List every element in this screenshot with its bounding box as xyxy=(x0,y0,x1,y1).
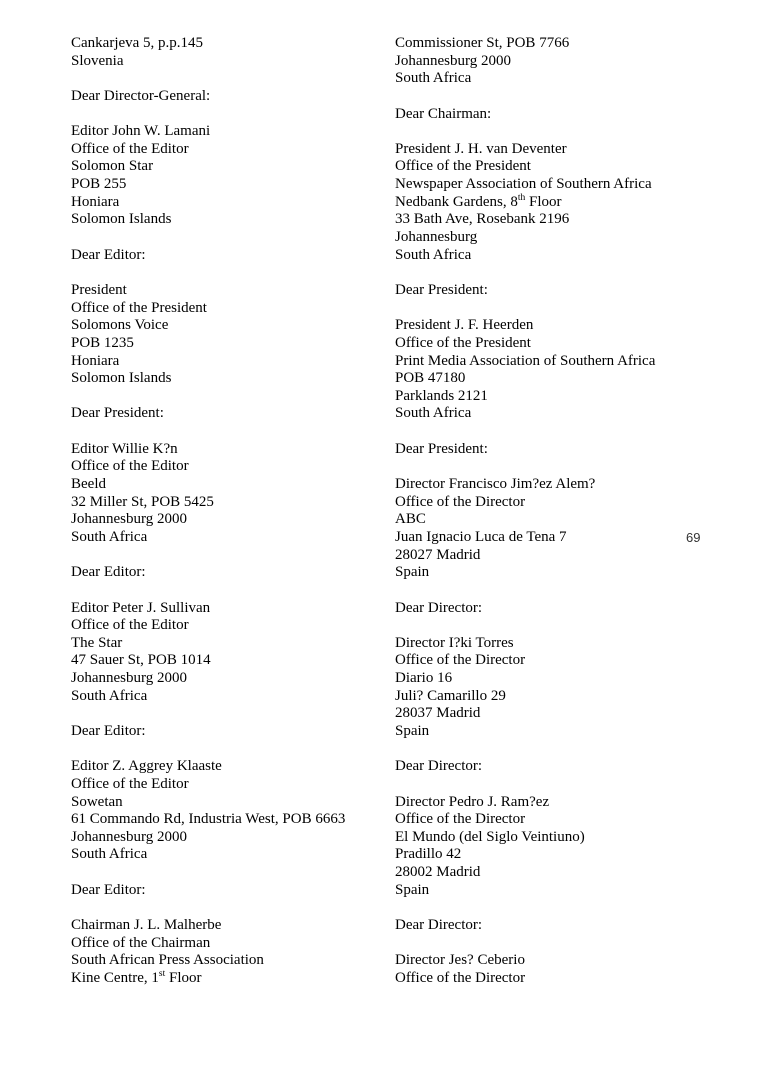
text-line: 33 Bath Ave, Rosebank 2196 xyxy=(395,211,570,228)
text-line: Office of the Editor xyxy=(71,140,189,157)
text-line: Office of the Chairman xyxy=(71,934,211,951)
text-line: 32 Miller St, POB 5425 xyxy=(71,493,214,510)
blank-line xyxy=(71,264,416,282)
text-line: Dear Director: xyxy=(395,599,483,616)
text-line: South Africa xyxy=(71,846,148,863)
text-line: Office of the Editor xyxy=(71,617,189,634)
text-line: Chairman J. L. Malherbe xyxy=(71,917,222,934)
address-list-left-column xyxy=(71,35,416,988)
text-line: President J. F. Heerden xyxy=(395,317,534,334)
text-line: Editor Willie K?n xyxy=(71,440,178,457)
blank-line xyxy=(71,106,416,124)
text-line: President J. H. van Deventer xyxy=(395,140,567,157)
text-line: Director Pedro J. Ram?ez xyxy=(395,793,550,810)
text-line: Dear Editor: xyxy=(71,881,146,898)
text-line: Solomon Islands xyxy=(71,211,172,228)
text-line: 28037 Madrid xyxy=(395,705,481,722)
blank-line xyxy=(71,899,416,917)
text-line: South Africa xyxy=(71,687,148,704)
text-line: South Africa xyxy=(395,405,472,422)
text-line: Juli? Camarillo 29 xyxy=(395,687,506,704)
text-line: Office of the President xyxy=(71,299,207,316)
text-line: Cankarjeva 5, p.p.145 xyxy=(71,35,204,51)
text-line: 28002 Madrid xyxy=(395,864,481,881)
address-list-right-column xyxy=(395,35,725,988)
blank-line xyxy=(71,741,416,759)
text-line: Johannesburg 2000 xyxy=(395,52,511,69)
blank-line xyxy=(395,899,725,917)
blank-line xyxy=(395,88,725,106)
text-line: Diario 16 xyxy=(395,670,453,687)
blank-line xyxy=(395,776,725,794)
text-line: Solomon Star xyxy=(71,158,154,175)
text-line: Office of the Director xyxy=(395,652,526,669)
blank-line xyxy=(71,388,416,406)
blank-line xyxy=(71,864,416,882)
text-line: Spain xyxy=(395,722,430,739)
text-line: Solomons Voice xyxy=(71,317,169,334)
text-line: El Mundo (del Siglo Veintiuno) xyxy=(395,828,585,845)
text-line: Honiara xyxy=(71,193,120,210)
text-line: Office of the Editor xyxy=(71,775,189,792)
text-line: ABC xyxy=(395,511,426,528)
text-line: Editor Z. Aggrey Klaaste xyxy=(71,758,222,775)
text-line: Dear President: xyxy=(395,440,488,457)
text-line: Honiara xyxy=(71,352,120,369)
blank-line xyxy=(71,423,416,441)
text-line: Office of the President xyxy=(395,158,531,175)
text-line: Pradillo 42 xyxy=(395,846,462,863)
blank-line xyxy=(395,423,725,441)
text-line: South Africa xyxy=(395,70,472,87)
blank-line xyxy=(395,123,725,141)
blank-line xyxy=(71,582,416,600)
text-line: Spain xyxy=(395,881,430,898)
page-number: 69 xyxy=(686,530,701,545)
text-line: Johannesburg 2000 xyxy=(71,511,187,528)
text-line: The Star xyxy=(71,634,123,651)
text-line: Office of the President xyxy=(395,334,531,351)
blank-line xyxy=(395,300,725,318)
blank-line xyxy=(395,582,725,600)
text-line: South African Press Association xyxy=(71,952,264,969)
text-line: Juan Ignacio Luca de Tena 7 xyxy=(395,528,567,545)
text-line: Beeld xyxy=(71,476,106,493)
text-line: Office of the Director xyxy=(395,969,526,986)
text-line: Office of the Editor xyxy=(71,458,189,475)
text-line: Commissioner St, POB 7766 xyxy=(395,35,570,51)
text-line: 61 Commando Rd, Industria West, POB 6663 xyxy=(71,811,346,828)
text-line: POB 47180 xyxy=(395,370,466,387)
text-line: Director Francisco Jim?ez Alem? xyxy=(395,476,596,493)
text-line: Director I?ki Torres xyxy=(395,634,514,651)
text-line: 28027 Madrid xyxy=(395,546,481,563)
text-line: South Africa xyxy=(71,528,148,545)
text-line: Print Media Association of Southern Africa xyxy=(395,352,656,369)
text-line: Johannesburg 2000 xyxy=(71,828,187,845)
blank-line xyxy=(395,741,725,759)
text-line: Office of the Director xyxy=(395,493,526,510)
text-line: Solomon Islands xyxy=(71,370,172,387)
text-line: Slovenia xyxy=(71,52,124,69)
text-line: Johannesburg xyxy=(395,229,478,246)
text-line: Editor John W. Lamani xyxy=(71,123,211,140)
text-line: South Africa xyxy=(395,246,472,263)
blank-line xyxy=(395,617,725,635)
text-line: Sowetan xyxy=(71,793,123,810)
text-line: 47 Sauer St, POB 1014 xyxy=(71,652,211,669)
blank-line xyxy=(395,935,725,953)
text-line: Dear Director: xyxy=(395,917,483,934)
text-line: Johannesburg 2000 xyxy=(71,670,187,687)
blank-line xyxy=(71,705,416,723)
text-line: POB 1235 xyxy=(71,334,134,351)
text-line: Dear Director: xyxy=(395,758,483,775)
text-line: Dear President: xyxy=(71,405,164,422)
blank-line xyxy=(71,70,416,88)
text-line: Editor Peter J. Sullivan xyxy=(71,599,211,616)
blank-line xyxy=(395,264,725,282)
text-line: President xyxy=(71,281,127,298)
text-line: POB 255 xyxy=(71,176,127,193)
text-line: Director Jes? Ceberio xyxy=(395,952,525,969)
text-line: Dear Editor: xyxy=(71,722,146,739)
blank-line xyxy=(395,458,725,476)
text-line: Dear Editor: xyxy=(71,564,146,581)
text-line: Newspaper Association of Southern Africa xyxy=(395,176,652,193)
text-line: Spain xyxy=(395,564,430,581)
text-line: Dear Director-General: xyxy=(71,87,211,104)
text-line: Nedbank Gardens, 8th Floor xyxy=(395,192,562,210)
text-line: Parklands 2121 xyxy=(395,387,488,404)
text-line: Dear President: xyxy=(395,281,488,298)
blank-line xyxy=(71,547,416,565)
text-line: Office of the Director xyxy=(395,811,526,828)
text-line: Kine Centre, 1st Floor xyxy=(71,968,202,986)
text-line: Dear Editor: xyxy=(71,246,146,263)
blank-line xyxy=(71,229,416,247)
text-line: Dear Chairman: xyxy=(395,105,492,122)
